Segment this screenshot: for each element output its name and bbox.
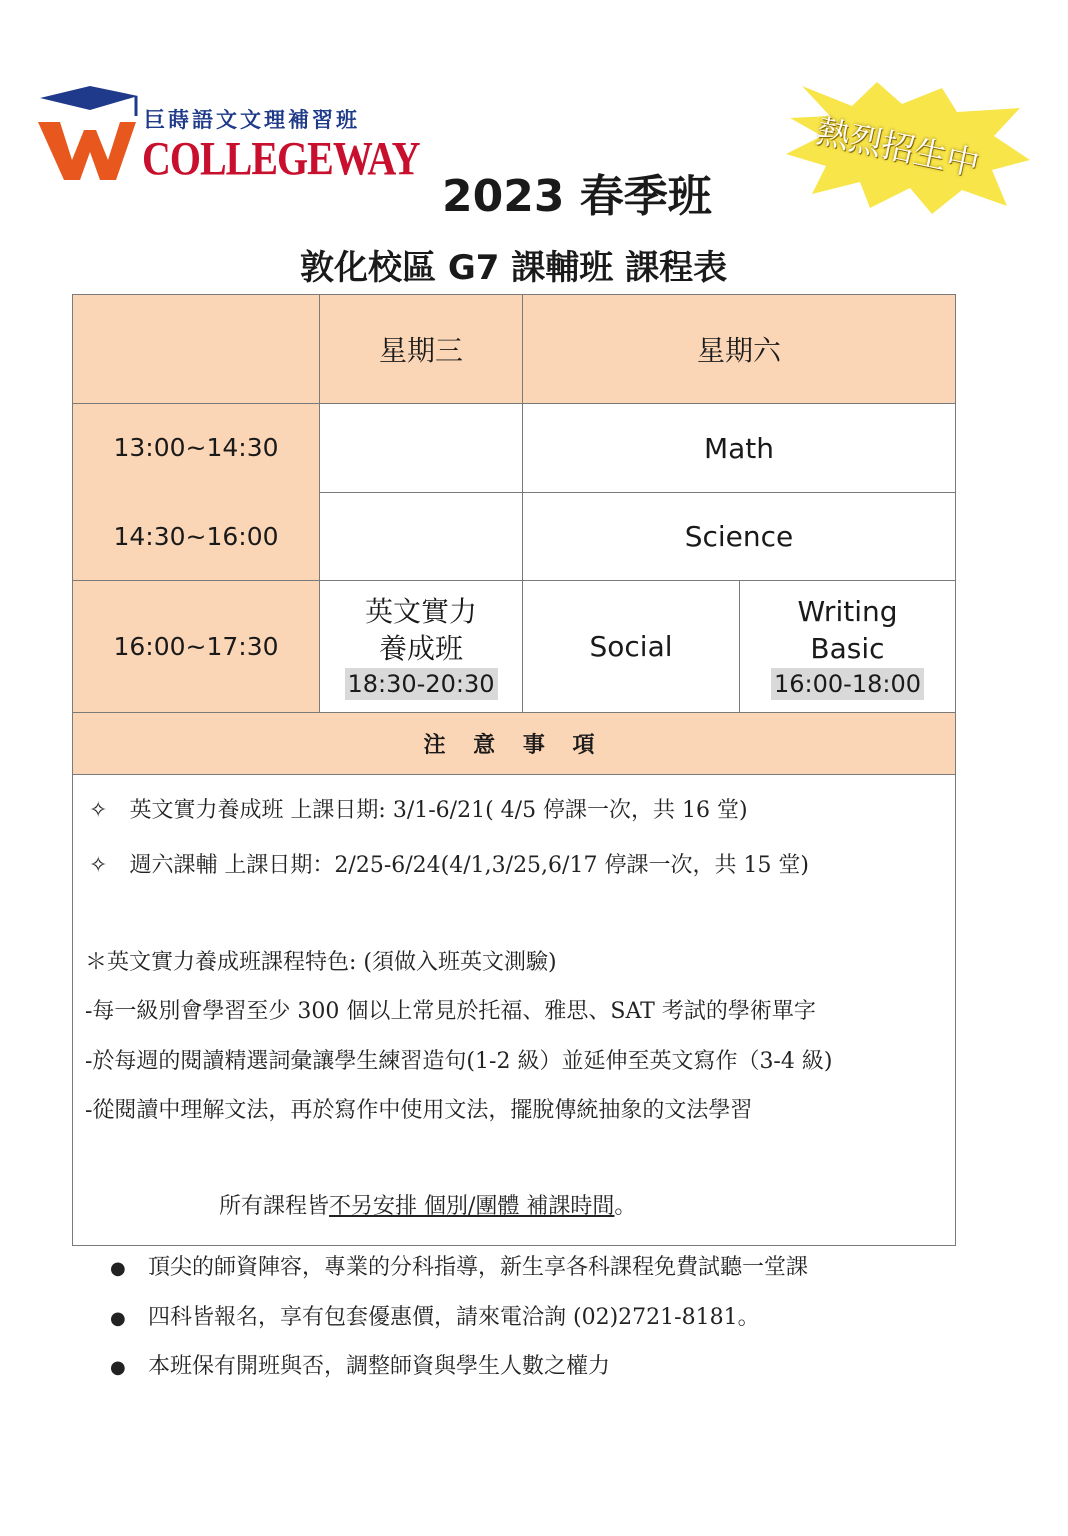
note-item-1 [89,793,748,824]
badge-text: 熱烈招生中 [813,111,983,184]
header-corner-cell [73,295,319,403]
diamond-bullet-icon: ✧ [89,853,108,878]
schedule-table [72,294,956,1246]
bullet-item-3 [110,1349,610,1380]
makeup-policy-underlined: 不另安排 個別/團體 補課時間 [329,1194,615,1219]
header-saturday: 星期六 [522,295,955,403]
makeup-policy [219,1189,636,1220]
note-item-1-text: 英文實力養成班 上課日期: 3/1-6/21( 4/5 停課一次，共 16 堂) [129,798,748,823]
course-math: Math [522,403,955,492]
bullet-item-3-text: 本班保有開班與否，調整師資與學生人數之權力 [148,1354,611,1379]
bullet-dot-icon: ● [110,1258,126,1279]
course-science: Science [522,492,955,580]
wednesday-slot-1 [319,403,522,492]
recruiting-badge [782,78,1032,218]
english-class-line2: 養成班 [378,632,463,666]
feature-line-3: -從閱讀中理解文法，再於寫作中使用文法，擺脫傳統抽象的文法學習 [85,1098,753,1123]
feature-line-1: -每一級別會學習至少 300 個以上常見於托福、雅思、SAT 考試的學術單字 [85,999,816,1024]
course-social: Social [522,580,739,712]
makeup-policy-prefix: 所有課程皆 [219,1194,330,1219]
header-wednesday: 星期三 [319,295,522,403]
course-english-class [319,580,522,712]
wednesday-slot-2 [319,492,522,580]
diamond-bullet-icon: ✧ [89,798,108,823]
feature-heading: ＊英文實力養成班課程特色: (須做入班英文測驗) [85,950,557,975]
bullet-dot-icon: ● [110,1357,126,1378]
writing-line1: Writing [797,594,898,628]
collegeway-logo [36,84,420,186]
english-class-line1: 英文實力 [364,594,477,628]
course-writing-basic [739,580,955,712]
writing-time: 16:00-18:00 [771,668,924,700]
page-subtitle: 敦化校區 G7 課輔班 課程表 [300,248,728,288]
note-item-2-text: 週六課輔 上課日期：2/25-6/24(4/1,3/25,6/17 停課一次，共 15 堂) [129,853,810,878]
page-title: 2023 春季班 [442,171,712,222]
graduation-cap-w-icon [36,84,146,184]
feature-line-2: -於每週的閱讀精選詞彙讓學生練習造句(1-2 級）並延伸至英文寫作（3-4 級) [85,1049,833,1074]
logo-chinese-name: 巨蒔語文文理補習班 [144,107,360,132]
english-class-time: 18:30-20:30 [345,668,498,700]
notes-title: 注 意 事 項 [73,712,955,774]
time-slot-1: 13:00~14:30 [113,433,279,462]
time-slot-3: 16:00~17:30 [73,580,319,712]
bullet-item-2 [110,1300,760,1331]
bullet-dot-icon: ● [110,1308,126,1329]
note-item-2 [89,848,809,879]
makeup-policy-suffix: 。 [614,1194,637,1219]
bullet-item-1-text: 頂尖的師資陣容，專業的分科指導，新生享各科課程免費試聽一堂課 [148,1255,809,1280]
time-slot-2: 14:30~16:00 [113,521,279,551]
bullet-item-2-text: 四科皆報名，享有包套優惠價，請來電洽詢 (02)2721-8181。 [148,1305,760,1330]
writing-line2: Basic [810,632,885,666]
bullet-item-1 [110,1250,808,1281]
logo-english-name: COLLEGEWAY [142,131,420,186]
